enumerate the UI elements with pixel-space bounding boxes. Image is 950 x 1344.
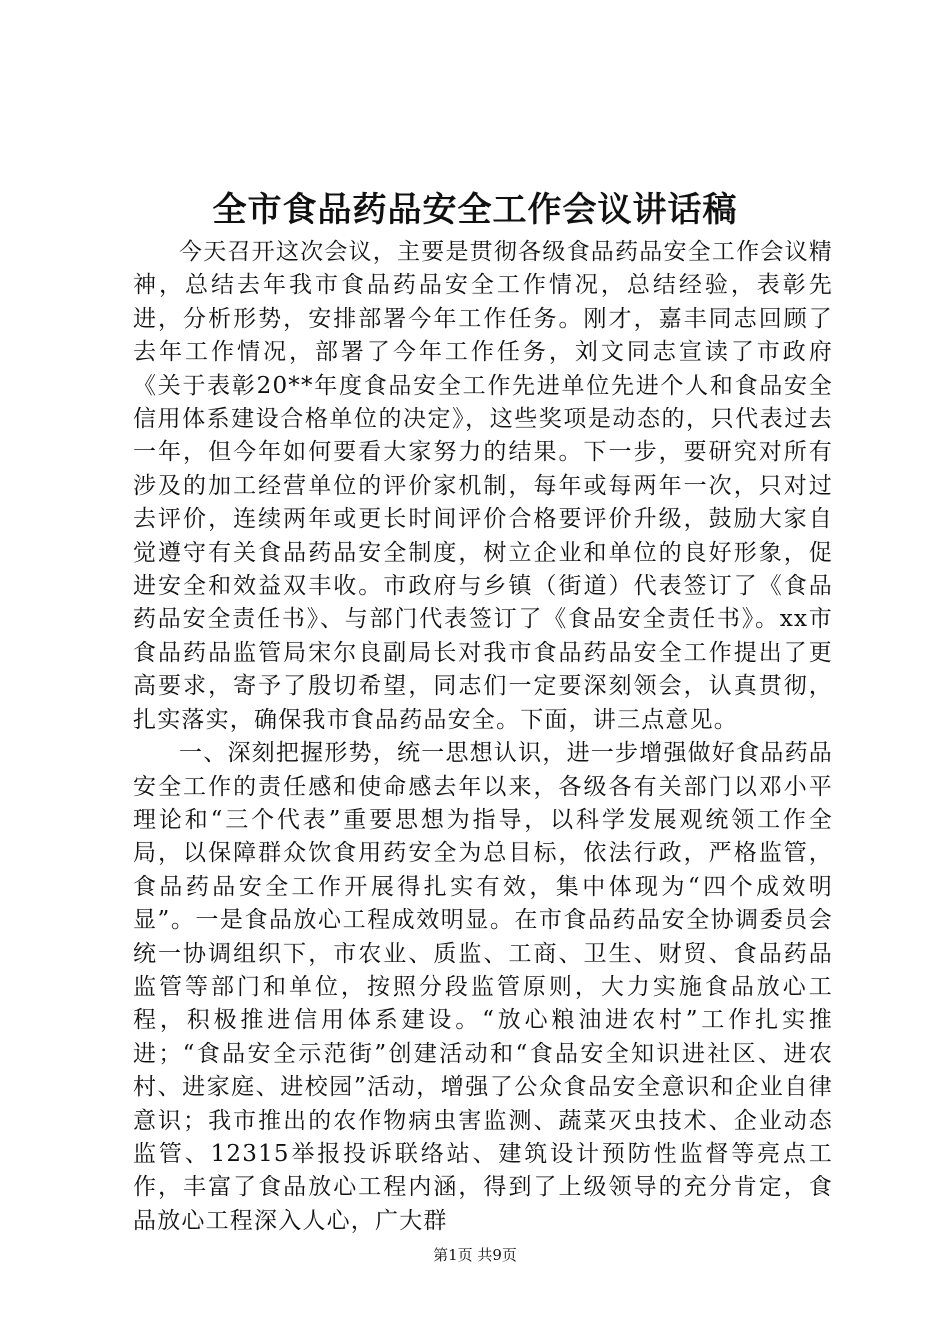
document-title: 全市食品药品安全工作会议讲话稿 — [212, 190, 738, 230]
page-footer: 第1页 共9页 — [433, 1246, 517, 1264]
paragraph: 一、深刻把握形势，统一思想认识，进一步增强做好食品药品安全工作的责任感和使命感去年以来，各级各有关部门以邓小平理论和“三个代表”重要思想为指导，以科学发展观统领工作全局，以保障群众饮食用药安全为总目标，依法行政，严格监管，食品药品安全工作开展得扎实有效，集中体现为“四个成效明显”。一是食品放心工程成效明显。在市食品药品安全协调委员会统一协调组织下，市农业、质监、工商、卫生、财贸、食品药品监管等部门和单位，按照分段监管原则，大力实施食品放心工程，积极推进信用体系建设。“放心粮油进农村”工作扎实推进；“食品安全示范街”创建活动和“食品安全知识进社区、进农村、进家庭、进校园”活动，增强了公众食品安全意识和企业自律意识；我市推出的农作物病虫害监测、蔬菜灭虫技术、企业动态监管、12315举报投诉联络站、建筑设计预防性监督等亮点工作，丰富了食品放心工程内涵，得到了上级领导的充分肯定，食品放心工程深入人心，广大群 — [133, 740, 833, 1234]
paragraph: 今天召开这次会议，主要是贯彻各级食品药品安全工作会议精神，总结去年我市食品药品安全工作情况，总结经验，表彰先进，分析形势，安排部署今年工作任务。刚才，嘉丰同志回顾了去年工作情况，部署了今年工作任务，刘文同志宣读了市政府《关于表彰20**年度食品安全工作先进单位先进个人和食品安全信用体系建设合格单位的决定》，这些奖项是动态的，只代表过去一年，但今年如何要看大家努力的结果。下一步，要研究对所有涉及的加工经营单位的评价家机制，每年或每两年一次，只对过去评价，连续两年或更长时间评价合格要评价升级，鼓励大家自觉遵守有关食品药品安全制度，树立企业和单位的良好形象，促进安全和效益双丰收。市政府与乡镇（街道）代表签订了《食品药品安全责任书》、与部门代表签订了《食品安全责任书》。xx市食品药品监管局宋尔良副局长对我市食品药品安全工作提出了更高要求，寄予了殷切希望，同志们一定要深刻领会，认真贯彻，扎实落实，确保我市食品药品安全。下面，讲三点意见。 — [133, 239, 833, 733]
document-body — [133, 236, 833, 1238]
